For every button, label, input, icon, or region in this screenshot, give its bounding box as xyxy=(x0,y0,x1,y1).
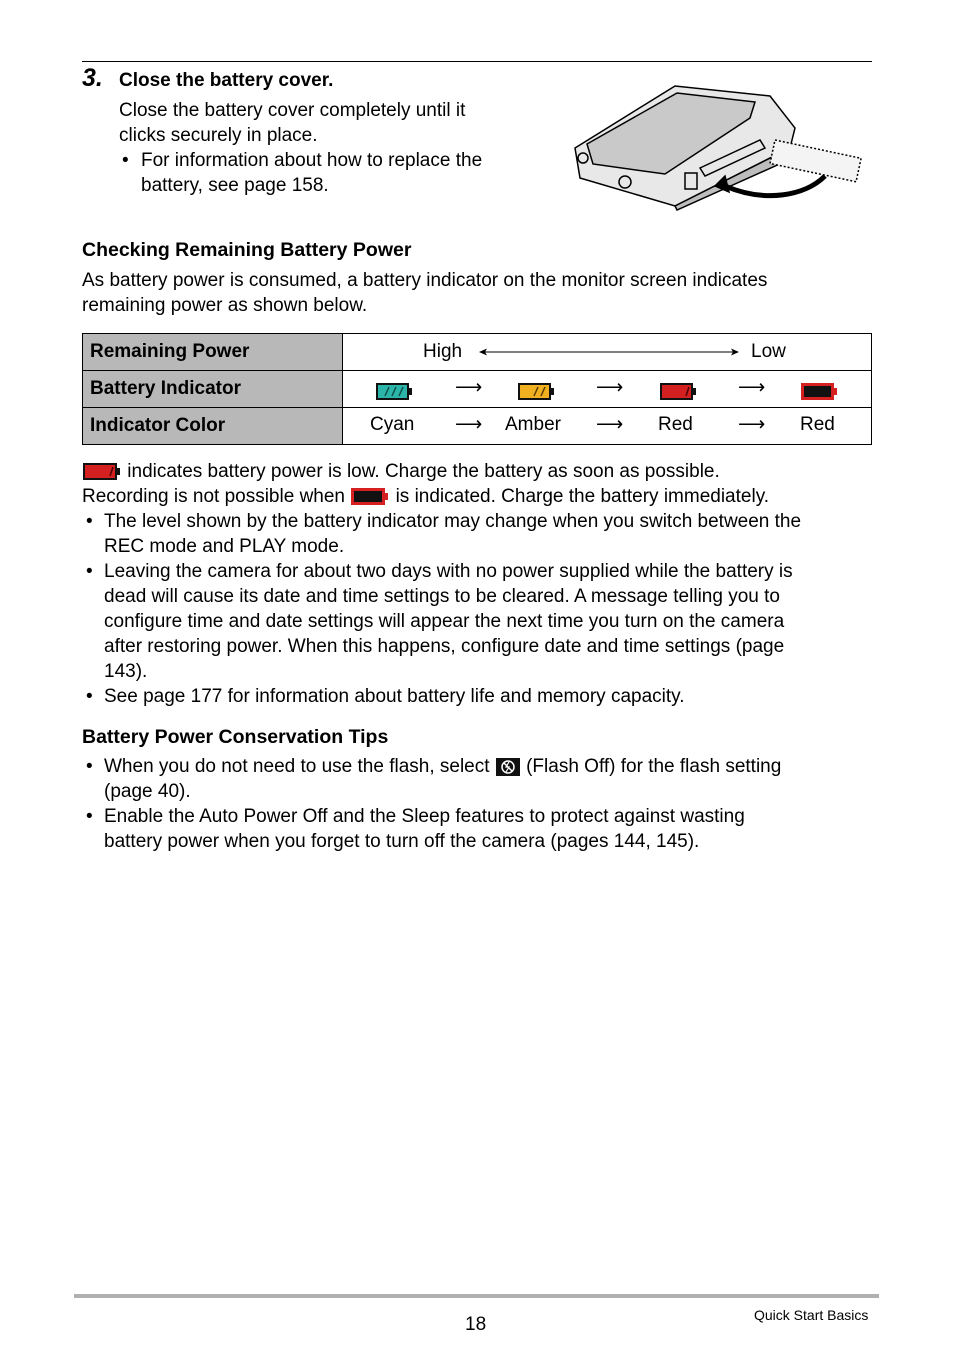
table-row xyxy=(83,408,872,445)
high-low-arrow-icon xyxy=(479,347,739,357)
step-title: Close the battery cover. xyxy=(119,70,334,91)
color-cyan: Cyan xyxy=(370,414,415,435)
list-item: • Enable the Auto Power Off and the Sleep features to protect against wasting battery power when you forget to turn off the camera (pages 144, 145). xyxy=(86,806,745,852)
step-bullet: • For information about how to replace the battery, see page 158. xyxy=(122,150,483,196)
step-number: 3. xyxy=(82,64,103,92)
table-row xyxy=(83,334,872,371)
checking-intro: As battery power is consumed, a battery indicator on the monitor screen indicates remaining power as shown below. xyxy=(82,270,768,316)
battery-low-red-icon xyxy=(659,382,697,402)
tips-heading: Battery Power Conservation Tips xyxy=(82,726,389,748)
footer-rule xyxy=(74,1294,879,1298)
battery-empty-red-icon xyxy=(800,382,838,402)
top-rule xyxy=(82,61,872,62)
arrow-icon: ⟶ xyxy=(596,377,624,398)
camera-battery-cover-illustration xyxy=(565,78,870,213)
section-name: Quick Start Basics xyxy=(754,1307,869,1323)
color-red: Red xyxy=(800,414,835,435)
battery-table xyxy=(82,333,872,445)
list-item: • Leaving the camera for about two days with no power supplied while the battery is dead will cause its date and time settings to be cleared. A message telling you to configure time and date settings will appear the next time you turn on the camera after restoring power. When this happens, configure date and time settings (page 143). xyxy=(86,561,793,682)
arrow-icon: ⟶ xyxy=(455,414,483,435)
arrow-icon: ⟶ xyxy=(738,377,766,398)
color-amber: Amber xyxy=(505,414,561,435)
low-label: Low xyxy=(751,341,786,362)
high-label: High xyxy=(423,341,463,362)
notes-bullets xyxy=(86,509,801,709)
arrow-icon: ⟶ xyxy=(596,414,624,435)
list-item: • When you do not need to use the flash, select (Flash Off) for the flash setting (page 40). xyxy=(86,756,782,802)
recording-note: Recording is not possible when is indicated. Charge the battery immediately. xyxy=(82,486,770,507)
table-row xyxy=(83,371,872,408)
low-battery-note: indicates battery power is low. Charge the battery as soon as possible. xyxy=(82,459,720,484)
arrow-icon: ⟶ xyxy=(455,377,483,398)
battery-mid-amber-icon xyxy=(517,382,555,402)
list-item: • See page 177 for information about battery life and memory capacity. xyxy=(86,686,685,707)
color-red: Red xyxy=(658,414,693,435)
row-label-battery-indicator: Battery Indicator xyxy=(83,371,343,408)
row-label-remaining-power: Remaining Power xyxy=(83,334,343,371)
tips-bullets xyxy=(86,754,781,854)
checking-heading: Checking Remaining Battery Power xyxy=(82,239,412,261)
page-number: 18 xyxy=(465,1314,487,1335)
flash-off-icon xyxy=(495,757,521,777)
arrow-icon: ⟶ xyxy=(738,414,766,435)
row-label-indicator-color: Indicator Color xyxy=(83,408,343,445)
step-body: Close the battery cover completely until it clicks securely in place. xyxy=(119,100,466,146)
battery-low-red-icon xyxy=(82,462,122,482)
battery-full-cyan-icon xyxy=(375,382,413,402)
list-item: • The level shown by the battery indicator may change when you switch between the REC mode and PLAY mode. xyxy=(86,511,802,557)
battery-empty-red-icon xyxy=(350,487,390,507)
